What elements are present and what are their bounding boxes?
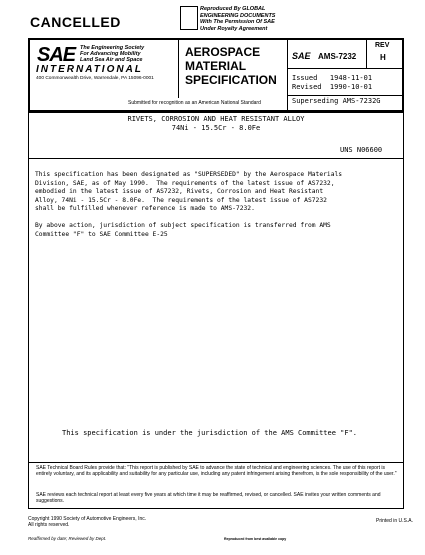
copyright-line: Copyright 1990 Society of Automotive Engineers, Inc. bbox=[28, 516, 147, 522]
standard-note: Submitted for recognition as an American National Standard bbox=[128, 100, 261, 106]
copyright-notice bbox=[28, 516, 146, 528]
technical-board-policy: SAE Technical Board Rules provide that: "This report is published by SAE to advance the state of technical and engineering sciences. The use of this report is entirely voluntary, and its applicability and suitability for any particular use, including any patent infringement arising therefrom, is the sole responsibility of the user." bbox=[36, 465, 397, 478]
reproduction-line: With The Permission Of SAE bbox=[200, 19, 275, 25]
reproduction-line: Reproduced By GLOBAL bbox=[200, 6, 266, 12]
date-note: Reaffirmed by date; Reviewed by Dept. bbox=[28, 536, 107, 541]
divider bbox=[366, 38, 367, 68]
org-address: 400 Commonwealth Drive, Warrendale, PA 15096-0001 bbox=[36, 76, 154, 81]
transfer-paragraph: By above action, jurisdiction of subject specification is transferred from AMS Committee "F" to SAE Committee E-25 bbox=[35, 222, 331, 238]
rev-value: H bbox=[380, 53, 386, 62]
jurisdiction-statement: This specification is under the jurisdiction of the AMS Committee "F". bbox=[62, 429, 358, 437]
review-policy: SAE reviews each technical report at least every five years at which time it may be reaffirmed, revised, or cancelled. SAE invites your written comments and suggestions. bbox=[36, 492, 381, 505]
international-label: INTERNATIONAL bbox=[36, 64, 143, 75]
printed-in: Printed in U.S.A. bbox=[376, 518, 413, 524]
reproduction-line: Under Royalty Agreement bbox=[200, 25, 268, 32]
divider bbox=[28, 158, 404, 159]
society-tagline bbox=[80, 45, 144, 63]
spec-number: AMS-7232 bbox=[318, 52, 357, 61]
copyright-line: All rights reserved. bbox=[28, 522, 70, 528]
subject-line: RIVETS, CORROSION AND HEAT RESISTANT ALLOY bbox=[127, 115, 305, 123]
supersession-paragraph: This specification has been designated as "SUPERSEDED" by the Aerospace Materials Division, SAE, as of May 1990. The requirements of the latest issue of AS7232, embodied in the latest issue of AS7232, Rivets, Corrosion and Heat Resistant Alloy, 74Ni - 15.5Cr - 8.0Fe. The requirements of the latest issue of AS7232 shall be fulfilled whenever reference is made to AMS-7232. bbox=[35, 171, 343, 213]
superseding-spec: Superseding AMS-7232G bbox=[292, 97, 381, 105]
revised-date: Revised 1990-10-01 bbox=[292, 82, 373, 91]
tagline-line: For Advancing Mobility bbox=[80, 51, 141, 57]
rev-label: REV bbox=[375, 42, 390, 49]
global-logo-icon bbox=[180, 6, 198, 30]
tagline-line: The Engineering Society bbox=[80, 45, 145, 51]
uns-code: UNS N06600 bbox=[340, 146, 383, 154]
divider bbox=[287, 68, 404, 69]
document-title bbox=[185, 45, 277, 87]
sae-logo: SAE bbox=[37, 44, 76, 66]
cancelled-stamp: CANCELLED bbox=[30, 14, 121, 30]
tagline-line: Land Sea Air and Space bbox=[80, 57, 143, 63]
divider bbox=[287, 38, 288, 112]
title-line: AEROSPACE bbox=[185, 45, 261, 59]
divider bbox=[287, 95, 404, 96]
title-line: MATERIAL bbox=[185, 59, 247, 73]
issue-dates bbox=[292, 74, 372, 91]
title-line: SPECIFICATION bbox=[185, 73, 277, 87]
spec-prefix: SAE bbox=[292, 51, 311, 61]
issued-date: Issued 1948-11-01 bbox=[292, 74, 373, 82]
subject-title bbox=[30, 115, 402, 133]
divider bbox=[178, 38, 179, 98]
reproduction-line: ENGINEERING DOCUMENTS bbox=[200, 12, 276, 19]
subject-line: 74Ni - 15.5Cr - 8.0Fe bbox=[171, 124, 261, 132]
divider bbox=[28, 462, 404, 463]
reprint-note: Reproduced from best available copy bbox=[224, 537, 287, 541]
